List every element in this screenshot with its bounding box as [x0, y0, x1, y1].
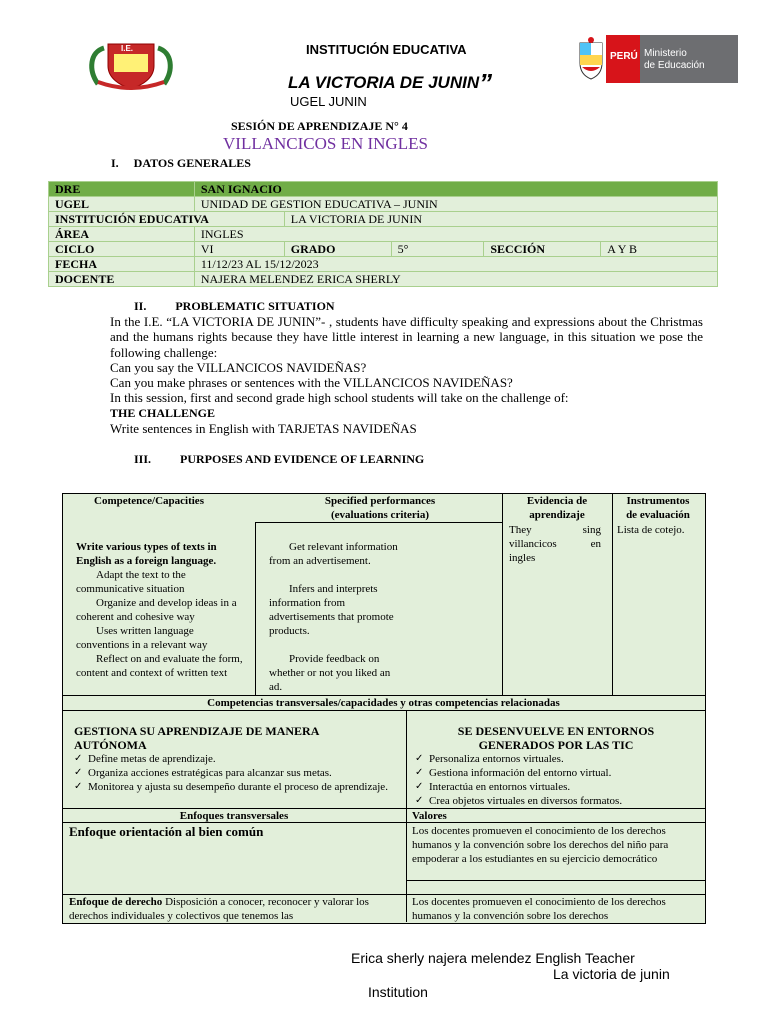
capacity-line: communicative situation: [76, 583, 185, 595]
ugel-label-cell: UGEL: [49, 197, 195, 212]
section2-num: II.: [134, 299, 147, 313]
school-name: [288, 64, 493, 98]
list-item: ✓ Organiza acciones estratégicas para alcanzar sus metas.: [70, 766, 400, 780]
valor-derecho: Los docentes promueven el conocimiento de los derechos humanos y la convención sobre los derechos: [412, 896, 666, 922]
ugel-label: UGEL JUNIN: [290, 94, 367, 109]
ie-value: LA VICTORIA DE JUNIN: [284, 212, 717, 227]
problem-paragraph: In the I.E. “LA VICTORIA DE JUNIN”- , students have difficulty speaking and expressions about the Christmas and the humans rights because they have little interest in learning a new language, in this situation we pose the following challenge:: [110, 314, 703, 360]
section3-num: III.: [134, 452, 152, 466]
table-row: [49, 227, 718, 242]
capacity-line: Adapt the text to the: [96, 569, 186, 581]
performance-line: whether or not you liked an: [269, 667, 391, 679]
minedu-red-block: [606, 35, 640, 83]
evidence-word: ingles: [509, 552, 536, 564]
capacity-line: conventions in a relevant way: [76, 639, 208, 651]
list-item: ✓ Monitorea y ajusta su desempeño durante el proceso de aprendizaje.: [70, 780, 400, 794]
challenge-intro: In this session, first and second grade high school students will take on the challenge of:: [110, 390, 569, 406]
col-evidence-header: [503, 494, 611, 522]
grid-line: [406, 710, 407, 922]
performance-line: from an advertisement.: [269, 555, 371, 567]
table-row: [49, 212, 718, 227]
valor-bien-comun: Los docentes promueven el conocimiento de los derechos humanos y la convención sobre los derechos del niño para empoderar a los estudiantes en su ejercicio democrático: [412, 825, 669, 865]
evidence-word: villancicos: [509, 538, 557, 550]
section2-title: PROBLEMATIC SITUATION: [175, 299, 335, 313]
grado-label: GRADO: [284, 242, 391, 257]
valores-header: Valores: [412, 810, 447, 822]
col-evidence-header-l2: aprendizaje: [529, 509, 585, 521]
seccion-value: A Y B: [601, 242, 718, 257]
col-performance-header: [300, 494, 460, 522]
performance-line: ad.: [269, 681, 283, 693]
competence-cell: [76, 540, 256, 680]
section2-heading: [134, 299, 335, 314]
instrument-cell: Lista de cotejo.: [617, 524, 685, 536]
minedu-line1: Ministerio: [644, 48, 687, 59]
fecha-value: 11/12/23 AL 15/12/2023: [194, 257, 717, 272]
grid-line: [255, 522, 502, 523]
enfoque-derecho-title: Enfoque de derecho: [69, 896, 163, 908]
table-row: [49, 242, 718, 257]
col-instrument-header: [613, 494, 703, 522]
section3-heading: [134, 452, 424, 467]
performance-line: products.: [269, 625, 310, 637]
ciclo-label: CICLO: [49, 242, 195, 257]
tic-list: [411, 752, 701, 808]
enfoques-header: Enfoques transversales: [179, 810, 289, 822]
col-performance-header-l1: Specified performances: [324, 495, 436, 507]
session-title: VILLANCICOS EN INGLES: [223, 134, 428, 153]
general-data-table: [48, 181, 718, 287]
table-row: [49, 257, 718, 272]
list-item: ✓ Interactúa en entornos virtuales.: [411, 780, 701, 794]
challenge-label: THE CHALLENGE: [110, 405, 216, 420]
minedu-country: PERÚ: [610, 51, 638, 62]
section1-title: DATOS GENERALES: [133, 156, 251, 170]
capacity-line: Uses written language: [96, 625, 194, 637]
challenge-text: Write sentences in English with TARJETAS NAVIDEÑAS: [110, 421, 417, 437]
area-value: INGLES: [194, 227, 717, 242]
list-item: ✓ Personaliza entornos virtuales.: [411, 752, 701, 766]
footer-line3: Institution: [368, 984, 428, 1000]
list-item: ✓ Gestiona información del entorno virtual.: [411, 766, 701, 780]
col-competence-header: Competence/Capacities: [94, 495, 204, 507]
question-2: Can you make phrases or sentences with the VILLANCICOS NAVIDEÑAS?: [110, 375, 513, 391]
list-item: ✓ Define metas de aprendizaje.: [70, 752, 400, 766]
school-name-quote: ”: [479, 68, 493, 98]
gestiona-title-l2: AUTÓNOMA: [74, 738, 147, 752]
minedu-logo: [576, 35, 738, 83]
dre-label: DRE: [49, 182, 195, 197]
evidence-word: They: [509, 524, 532, 536]
enfoque-derecho: [69, 895, 399, 923]
area-label: ÁREA: [49, 227, 195, 242]
ie-label: INSTITUCIÓN EDUCATIVA: [49, 212, 285, 227]
grid-line: [502, 493, 503, 695]
capacity-line: Reflect on and evaluate the form,: [96, 653, 243, 665]
competence-title-l2: English as a foreign language.: [76, 555, 217, 567]
school-logo: [84, 40, 178, 90]
section1-heading: [111, 156, 251, 171]
docente-label: DOCENTE: [49, 272, 195, 287]
table-row: [49, 182, 718, 197]
footer-line1: Erica sherly najera melendez English Teacher: [351, 950, 635, 966]
performance-line: information from: [269, 597, 346, 609]
gestiona-title-l1: GESTIONA SU APRENDIZAJE DE MANERA: [74, 724, 320, 738]
performance-line: Get relevant information: [289, 541, 398, 553]
table-row: [49, 272, 718, 287]
evidence-cell: [509, 523, 601, 565]
capacity-line: content and context of written text: [76, 667, 228, 679]
fecha-label: FECHA: [49, 257, 195, 272]
problem-text: [110, 314, 703, 436]
performance-line: advertisements that promote: [269, 611, 394, 623]
school-label: INSTITUCIÓN EDUCATIVA: [306, 42, 467, 57]
capacity-line: coherent and cohesive way: [76, 611, 195, 623]
table-row: [49, 197, 718, 212]
tic-cell: [411, 724, 701, 808]
gestiona-cell: [70, 724, 400, 794]
enfoque-derecho-text: Disposición a conocer, reconocer y valorar los derechos individuales y colectivos que tenemos las: [69, 896, 369, 922]
tic-title-l1: SE DESENVUELVE EN ENTORNOS: [457, 724, 655, 738]
minedu-gray-block: [640, 35, 738, 83]
performance-line: Provide feedback on: [289, 653, 380, 665]
peru-shield-icon: [576, 37, 606, 81]
col-instrument-header-l2: de evaluación: [626, 509, 690, 521]
school-logo-text: I.E.: [121, 44, 134, 53]
capacity-line: Organize and develop ideas in a: [96, 597, 237, 609]
competence-title-l1: Write various types of texts in: [76, 541, 217, 553]
gestiona-list: [70, 752, 400, 794]
grid-line: [406, 880, 705, 881]
tic-title-l2: GENERADOS POR LAS TIC: [478, 738, 634, 752]
school-name-text: LA VICTORIA DE JUNIN: [288, 73, 480, 92]
ugel-value: UNIDAD DE GESTION EDUCATIVA – JUNIN: [194, 197, 717, 212]
dre-value: SAN IGNACIO: [194, 182, 717, 197]
col-performance-header-l2: (evaluations criteria): [330, 509, 430, 521]
minedu-line2: de Educación: [644, 60, 705, 71]
question-1: Can you say the VILLANCICOS NAVIDEÑAS?: [110, 359, 367, 375]
evidence-word: sing: [582, 524, 601, 536]
section3-title: PURPOSES AND EVIDENCE OF LEARNING: [180, 452, 425, 466]
enfoque-bien-comun: Enfoque orientación al bien común: [69, 824, 264, 839]
session-number: SESIÓN DE APRENDIZAJE N° 4: [231, 119, 408, 133]
transversal-header: Competencias transversales/capacidades y otras competencias relacionadas: [207, 697, 560, 709]
grid-line: [62, 710, 705, 711]
performance-cell: [269, 540, 499, 694]
grado-value: 5°: [391, 242, 484, 257]
col-instrument-header-l1: Instrumentos: [626, 495, 690, 507]
performance-line: Infers and interprets: [289, 583, 378, 595]
docente-value: NAJERA MELENDEZ ERICA SHERLY: [194, 272, 717, 287]
evidence-word: en: [590, 538, 601, 550]
seccion-label: SECCIÓN: [484, 242, 601, 257]
col-evidence-header-l1: Evidencia de: [526, 495, 588, 507]
grid-line: [612, 493, 613, 695]
ciclo-value: VI: [194, 242, 284, 257]
footer-line2: La victoria de junin: [553, 966, 670, 982]
list-item: ✓ Crea objetos virtuales en diversos formatos.: [411, 794, 701, 808]
section1-num: I.: [111, 156, 119, 170]
